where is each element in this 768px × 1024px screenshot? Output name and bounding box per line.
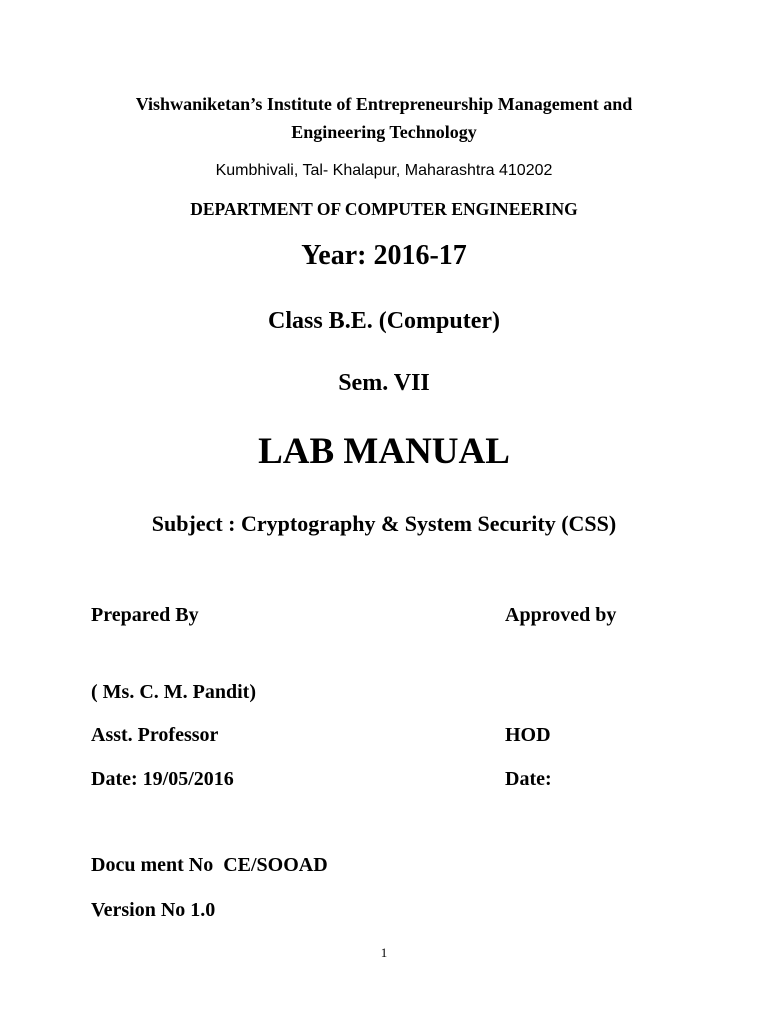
prepared-date: Date: 19/05/2016 [91,768,234,790]
approved-date: Date: [505,768,552,790]
department-name: DEPARTMENT OF COMPUTER ENGINEERING [190,199,578,219]
institute-address: Kumbhivali, Tal- Khalapur, Maharashtra 410202 [215,162,553,179]
subject-line: Subject : Cryptography & System Security (CSS) [151,511,617,536]
manual-title: LAB MANUAL [258,431,510,472]
prepared-by-label: Prepared By [91,604,199,626]
version-number: Version No 1.0 [91,899,216,921]
approved-by-label: Approved by [505,604,617,626]
approver-designation: HOD [505,724,551,746]
page-number: 1 [380,945,388,960]
semester: Sem. VII [338,370,430,396]
academic-year: Year: 2016-17 [301,240,467,271]
class-name: Class B.E. (Computer) [268,308,500,334]
institute-name-line-2: Engineering Technology [291,122,477,142]
institute-name-line-1: Vishwaniketan’s Institute of Entrepreneurship Management and [135,94,633,114]
preparer-designation: Asst. Professor [91,724,219,746]
preparer-name: ( Ms. C. M. Pandit) [91,681,256,703]
document-number: Docu ment No CE/SOOAD [91,854,328,876]
